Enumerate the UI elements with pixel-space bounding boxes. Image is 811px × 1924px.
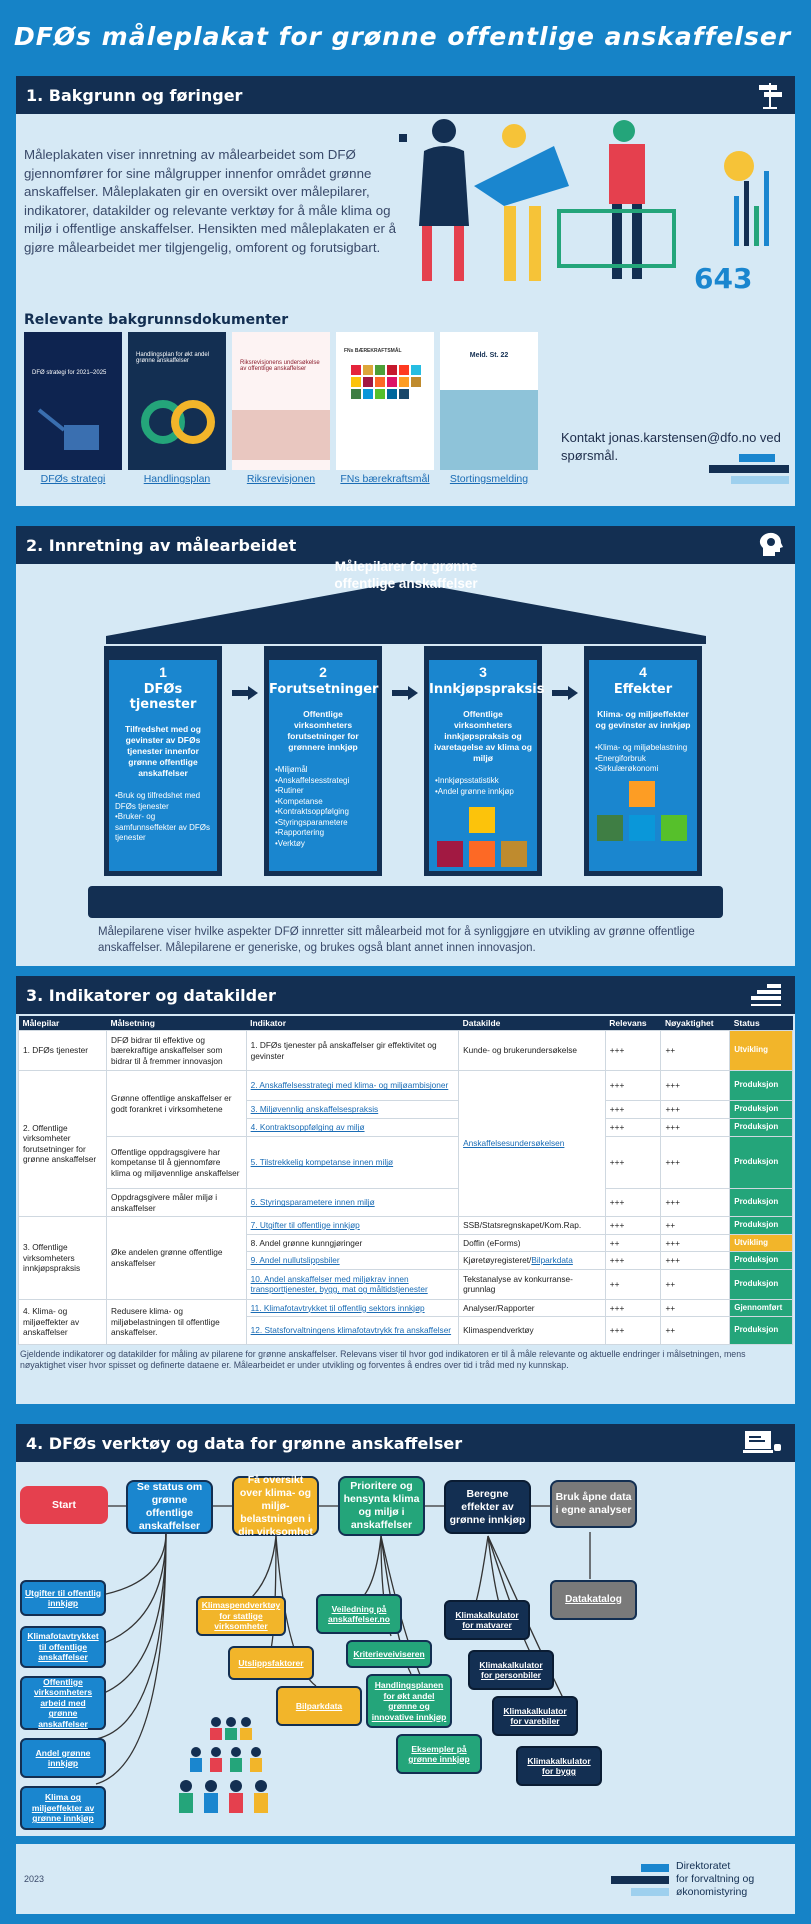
sdg-icons [429, 805, 537, 875]
infinity-icon [128, 387, 226, 467]
pillar-effects: 4 Effekter Klima- og miljøeffekter og gevinster av innkjøp •Klima- og miljøbelastning •Energiforbruk •Sirkulærøkonomi [584, 646, 702, 876]
doc-link[interactable]: Handlingsplan [143, 473, 211, 485]
doc-link[interactable]: Stortingsmelding [449, 473, 529, 485]
arrow-right-icon [232, 686, 258, 700]
link-calc-food[interactable]: Klimakalkulator for matvarer [444, 1600, 530, 1640]
link-green-examples[interactable]: Eksempler på grønne innkjøp [396, 1734, 482, 1774]
link-data-catalog[interactable]: Datakatalog [550, 1580, 637, 1620]
section-header [16, 976, 795, 1014]
table-row: 2. Offentlige virksomheter forutsetninger for grønne anskaffelser Grønne offentlige anskaffelser er godt forankret i virksomhetene 2. Anskaffelsesstrategi med klima- og miljøambisjoner Anskaffelsesundersøkelsen +++ +++ Produksjon [19, 1071, 793, 1101]
flow-open-data[interactable]: Bruk åpne data i egne analyser [550, 1480, 637, 1528]
flow-overview[interactable]: Få oversikt over klima- og miljø-belastningen i din virksomhet [232, 1476, 319, 1536]
section-tools [16, 1424, 795, 1836]
table-row: Offentlige oppdragsgivere har kompetanse til å gjennomføre klima og miljøvennlige anskaffelser 5. Tilstrekkelig kompetanse innen miljø +++ +++ Produksjon [19, 1137, 793, 1189]
link-guidance[interactable]: Veiledning på anskaffelser.no [316, 1594, 402, 1634]
arrow-right-icon [392, 686, 418, 700]
footer-year: 2023 [24, 1874, 45, 1884]
link-climate-spend-tool[interactable]: Klimaspendverktøy for statlige virksomheter [196, 1596, 286, 1636]
section-title: 3. Indikatorer og datakilder [26, 986, 276, 1005]
doc-cover: Handlingsplan for økt andel grønne anskaffelser [128, 332, 226, 470]
table-row: Oppdragsgivere måler miljø i anskaffelser 6. Styringsparametere innen miljø +++ +++ Produksjon [19, 1189, 793, 1217]
sdg-icons [589, 779, 697, 849]
section-title: 1. Bakgrunn og føringer [26, 86, 243, 105]
section-header [16, 76, 795, 114]
footer [16, 1844, 795, 1914]
pillar-dfo-services: 1 DFØs tjenester Tilfredshet med og gevinster av DFØs tjenester innenfor grønne offentlige anskaffelser •Bruk og tilfredshet med DFØs tjenester •Bruker- og samfunnseffekter av DFØs tjenester [104, 646, 222, 876]
link-criteria-guide[interactable]: Kriterieveiviseren [346, 1640, 432, 1668]
doc-actionplan[interactable] [128, 332, 226, 485]
link-action-plan[interactable]: Handlingsplanen for økt andel grønne og innovative innkjøp [366, 1674, 452, 1728]
page-title: DFØs måleplakat for grønne offentlige anskaffelser [14, 22, 792, 51]
pillar-prerequisites: 2 Forutsetninger Offentlige virksomheters forutsetninger for grønnere innkjøp •Miljømål •Anskaffelsesstrategi •Rutiner •Kompetanse •Kontraktsoppfølging •Styringsparametere •Rapportering •Verktøy [264, 646, 382, 876]
table-row: 3. Miljøvennlig anskaffelsespraksis +++ +++ Produksjon [19, 1101, 793, 1119]
section-background [16, 76, 795, 506]
watering-can-icon [24, 390, 122, 470]
footer-org: Direktoratet for forvaltning og økonomistyring [676, 1860, 755, 1898]
table-row: 3. Offentlige virksomheters innkjøpspraksis Øke andelen grønne offentlige anskaffelser 7. Utgifter til offentlige innkjøp SSB/Statsregnskapet/Kom.Rap. +++ ++ Produksjon [19, 1217, 793, 1235]
signpost-icon [755, 80, 785, 110]
table-row: 1. DFØs tjenester DFØ bidrar til effektive og bærekraftige anskaffelser som bidrar til å fremmer innovasjon 1. DFØs tjenester på anskaffelser gir effektivitet og gevinster Kunde- og brukerundersøkelse +++ ++ Utvikling [19, 1031, 793, 1071]
link-climate-effects[interactable]: Klima og miljøeffekter av grønne innkjøp [20, 1786, 106, 1830]
doc-audit[interactable] [232, 332, 330, 485]
section-alignment [16, 526, 795, 966]
link-climate-footprint[interactable]: Klimafotavtrykket til offentlige anskaffelser [20, 1626, 106, 1668]
link-agency-work[interactable]: Offentlige virksomheters arbeid med grønne anskaffelser [20, 1676, 106, 1730]
docs-title: Relevante bakgrunnsdokumenter [24, 312, 289, 328]
link-calc-buildings[interactable]: Klimakalkulator for bygg [516, 1746, 602, 1786]
table-header: Målepilar Målsetning Indikator Datakilde Relevans Nøyaktighet Status [19, 1016, 793, 1031]
people-illustration [394, 116, 794, 291]
indicator-table [18, 1016, 793, 1345]
pediment-title: Målepilarer for grønne offentlige anskaffelser [334, 559, 478, 591]
doc-cover: Riksrevisjonens undersøkelse av offentlige anskaffelser [232, 332, 330, 470]
pillar-caption: Målepilarene viser hvilke aspekter DFØ innretter sitt målearbeid mot for å synliggjøre en utvikling av grønne offentlige anskaffelser. Målepilarene er generiske, og brukes også blant annet innen innovasjon. [98, 926, 695, 954]
doc-cover: FNs BÆREKRAFTSMÅL [336, 332, 434, 470]
table-row: 4. Klima- og miljøeffekter av anskaffelser Redusere klima- og miljøbelastningen til offentlige anskaffelser. 11. Klimafotavtrykket til offentlig sektors innkjøp Analyser/Rapporter +++ ++ Gjennomført [19, 1299, 793, 1317]
illustration-number: 643 [694, 262, 753, 291]
link-car-fleet-data[interactable]: Bilparkdata [276, 1686, 362, 1726]
link-calc-vans[interactable]: Klimakalkulator for varebiler [492, 1696, 578, 1736]
table-row: 8. Andel grønne kunngjøringer Doffin (eForms) ++ +++ Utvikling [19, 1234, 793, 1252]
doc-strategy[interactable] [24, 332, 122, 485]
doc-link[interactable]: Riksrevisjonen [246, 473, 316, 485]
table-row: 9. Andel nullutslippsbiler Kjøretøyregisteret/Bilparkdata +++ +++ Produksjon [19, 1252, 793, 1270]
doc-cover: DFØ strategi for 2021–2025 [24, 332, 122, 470]
link-emission-factors[interactable]: Utslippsfaktorer [228, 1646, 314, 1680]
link-calc-cars[interactable]: Klimakalkulator for personbiler [468, 1650, 554, 1690]
intro-text: Måleplakaten viser innretning av målearbeidet som DFØ gjennomfører for sine målgrupper innenfor området grønne anskaffelser. Måleplakaten gir en oversikt over målepilarer, indikatorer, datakilder og relevante verktøy for å måle klima og miljø i offentlige anskaffelser. Hensikten med måleplakaten er å gjøre målearbeidet mer tilgjengelig, omforent og forutsigbart. [24, 147, 397, 255]
doc-link[interactable]: DFØs strategi [40, 473, 106, 485]
flow-calculate[interactable]: Beregne effekter av grønne innkjøp [444, 1480, 531, 1534]
docs-list [24, 332, 538, 485]
people-group-illustration [166, 1704, 296, 1834]
pillar-purchasing-practice: 3 Innkjøpspraksis Offentlige virksomheters innkjøpspraksis og ivaretagelse av klima og miljø •Innkjøpsstatistikk •Andel grønne innkjøp [424, 646, 542, 876]
table-row: 4. Kontraktsoppfølging av miljø +++ +++ Produksjon [19, 1119, 793, 1137]
section-title: 4. DFØs verktøy og data for grønne anskaffelser [26, 1434, 463, 1453]
dfo-logo-icon [611, 1864, 671, 1900]
dfo-stripes-icon [709, 454, 789, 488]
link-green-share[interactable]: Andel grønne innkjøp [20, 1738, 106, 1778]
flow-status[interactable]: Se status om grønne offentlige anskaffelser [126, 1480, 213, 1534]
ruler-icon [747, 980, 785, 1010]
sdg-grid-icon [336, 360, 434, 420]
doc-link[interactable]: FNs bærekraftsmål [340, 473, 430, 485]
arrow-right-icon [552, 686, 578, 700]
doc-whitepaper[interactable] [440, 332, 538, 485]
link-procurement-expenses[interactable]: Utgifter til offentlig innkjøp [20, 1580, 106, 1616]
section-indicators [16, 976, 795, 1404]
flow-prioritize[interactable]: Prioritere og hensynta klima og miljø i anskaffelser [338, 1476, 425, 1536]
doc-cover: Meld. St. 22 [440, 332, 538, 470]
contact-text: Kontakt jonas.karstensen@dfo.no ved spørsmål. [561, 430, 781, 463]
flow-start[interactable]: Start [20, 1486, 108, 1524]
doc-sdg[interactable] [336, 332, 434, 485]
bilparkdata-link[interactable]: Bilparkdata [531, 1255, 573, 1265]
section-title: 2. Innretning av målearbeidet [26, 536, 297, 555]
table-row: 12. Statsforvaltningens klimafotavtrykk fra anskaffelser Klimaspendverktøy +++ ++ Produksjon [19, 1317, 793, 1345]
table-row: 10. Andel anskaffelser med miljøkrav innen transporttjenester, bygg, mat og måltidstjenester Tekstanalyse av konkurranse-grunnlag ++ ++ Produksjon [19, 1269, 793, 1299]
table-note: Gjeldende indikatorer og datakilder for måling av pilarene for grønne anskaffelser. Relevans viser til hvor god indikatoren er til å måle relevante og aktuelle endringer i målsetningen, mens nøyaktighet viser hvor spisset og definerte dataene er. Målearbeidet er under utvikling og forventes å endres over tid i tråd med ny kunnskap. [20, 1349, 746, 1370]
